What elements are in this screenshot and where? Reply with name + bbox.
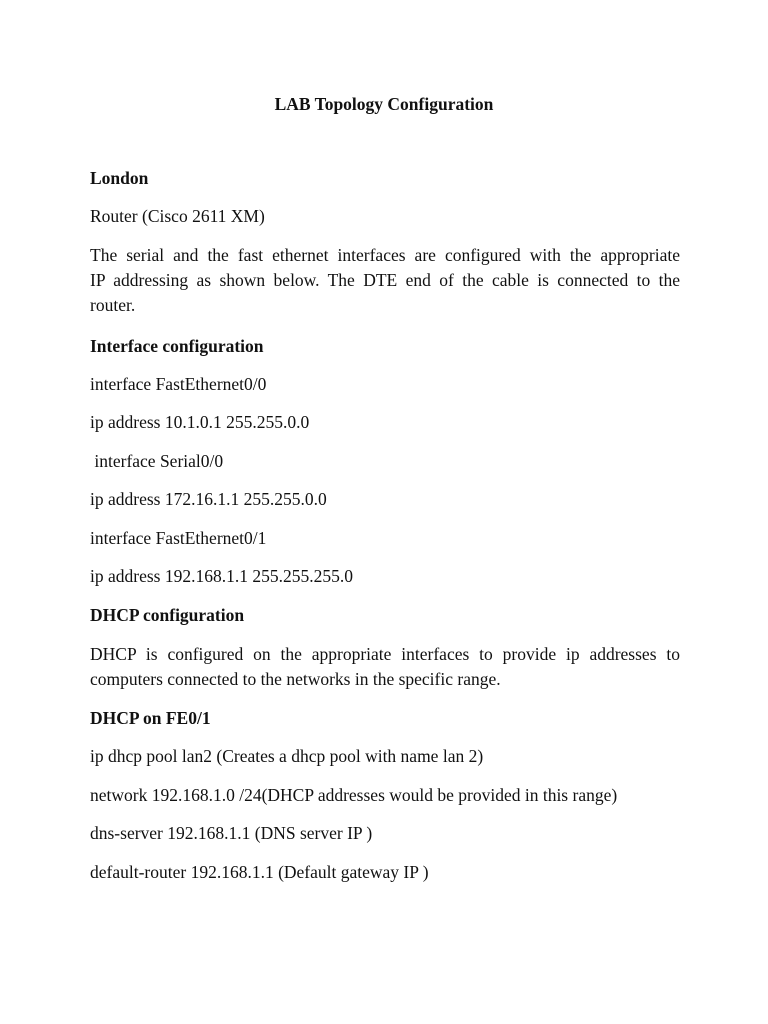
london-heading: London	[90, 168, 149, 188]
london-intro-paragraph	[90, 243, 680, 318]
config-line: ip address 10.1.0.1 255.255.0.0	[90, 412, 310, 432]
config-line: interface FastEthernet0/1	[90, 528, 267, 548]
dhcp-line: ip dhcp pool lan2 (Creates a dhcp pool with name lan 2)	[90, 746, 484, 766]
paragraph-line: The serial and the fast ethernet interfaces are configured with the appropriate	[90, 245, 680, 265]
document-title: LAB Topology Configuration	[274, 94, 494, 114]
config-line: ip address 192.168.1.1 255.255.255.0	[90, 566, 353, 586]
dhcp-line: default-router 192.168.1.1 (Default gateway IP )	[90, 862, 429, 882]
paragraph-line: IP addressing as shown below. The DTE end of the cable is connected to the	[90, 270, 680, 290]
router-model: Router (Cisco 2611 XM)	[90, 206, 265, 226]
config-line: ip address 172.16.1.1 255.255.0.0	[90, 489, 327, 509]
paragraph-line: router.	[90, 295, 136, 315]
dhcp-line: dns-server 192.168.1.1 (DNS server IP )	[90, 823, 373, 843]
dhcp-line: network 192.168.1.0 /24(DHCP addresses would be provided in this range)	[90, 785, 618, 805]
dhcp-fe01-heading: DHCP on FE0/1	[90, 708, 211, 728]
interface-config-heading: Interface configuration	[90, 336, 264, 356]
dhcp-config-heading: DHCP configuration	[90, 605, 245, 625]
dhcp-description-paragraph	[90, 642, 680, 692]
paragraph-line: computers connected to the networks in the specific range.	[90, 669, 501, 689]
paragraph-line: DHCP is configured on the appropriate interfaces to provide ip addresses to	[90, 644, 680, 664]
config-line: interface FastEthernet0/0	[90, 374, 267, 394]
config-line: interface Serial0/0	[90, 451, 224, 471]
